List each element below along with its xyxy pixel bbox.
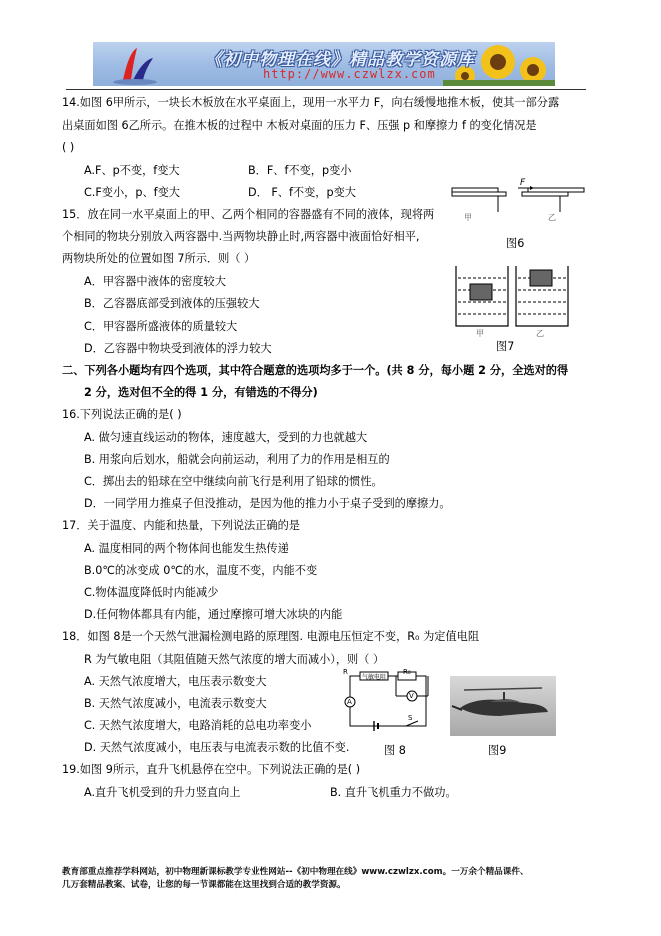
- fig6-force-label: F: [520, 178, 526, 188]
- text-line: A．甲容器中液体的密度较大: [84, 275, 226, 288]
- fig7-caption: 图7: [496, 340, 515, 353]
- text-line: A.F、p不变，f变大: [84, 164, 180, 177]
- fig7-label-yi: 乙: [536, 329, 544, 338]
- text-line: C．掷出去的铅球在空中继续向前飞行是利用了铅球的惯性。: [84, 475, 383, 488]
- footer-line-2: 几万套精品教案、试卷，让您的每一节课都能在这里找到合适的教学资源。: [62, 880, 346, 890]
- text-line: B.0℃的冰变成 0℃的水，温度不变，内能不变: [84, 564, 318, 577]
- fig8-ammeter-label: A: [347, 698, 352, 706]
- text-line: D． F、f不变，p变大: [248, 186, 356, 199]
- text-line: A.直升飞机受到的升力竖直向上: [84, 786, 241, 799]
- text-line: ( ): [62, 141, 75, 154]
- fig8-switch-label: S: [408, 714, 413, 722]
- fig8-r-label: R: [343, 668, 348, 676]
- fig8-r0-label: R₀: [403, 668, 411, 676]
- text-line: 出桌面如图 6乙所示。在推木板的过程中 木板对桌面的压力 F、压强 p 和摩擦力 f 的变化情况是: [62, 119, 537, 132]
- footer-line-1: 教育部重点推荐学科网站，初中物理新课标教学专业性网站--《初中物理在线》www.czwlzx.com。一万余个精品课件、: [62, 867, 529, 877]
- text-line: D．乙容器中物块受到液体的浮力较大: [84, 342, 272, 355]
- fig8-voltmeter-label: V: [409, 692, 414, 700]
- fig6-label-jia: 甲: [464, 213, 472, 222]
- text-line: A. 温度相同的两个物体间也能发生热传递: [84, 542, 289, 555]
- text-line: 二、下列各小题均有四个选项，其中符合题意的选项均多于一个。(共 8 分，每小题 2 分，全选对的得: [62, 364, 569, 377]
- text-line: R 为气敏电阻（其阻值随天然气浓度的增大而减小），则（ ）: [84, 653, 385, 666]
- text-line: 18．如图 8是一个天然气泄漏检测电路的原理图. 电源电压恒定不变，R₀ 为定值电阻: [62, 630, 480, 643]
- text-line: 两物块所处的位置如图 7所示．则（ ）: [62, 252, 256, 265]
- text-line: C.F变小，p、f变大: [84, 186, 180, 199]
- header-url: http://www.czwlzx.com: [263, 67, 436, 81]
- header-title: 《初中物理在线》精品教学资源库: [205, 50, 475, 70]
- text-line: 16.下列说法正确的是( ): [62, 408, 182, 421]
- text-line: D．一同学用力推桌子但没推动，是因为他的推力小于桌子受到的摩擦力。: [84, 497, 451, 510]
- fig8-caption: 图 8: [384, 744, 406, 757]
- text-line: 14.如图 6甲所示，一块长木板放在水平桌面上，现用一水平力 F，向右缓慢地推木板，使其一部分露: [62, 96, 560, 109]
- fig6-jia: [452, 188, 506, 212]
- fig7-label-jia: 甲: [476, 329, 484, 338]
- fig8-sensor-label: 气敏电阻: [362, 674, 387, 681]
- text-line: B．F、f不变，p变小: [248, 164, 352, 177]
- text-line: C.物体温度降低时内能减少: [84, 586, 219, 599]
- fig7-container-jia: [456, 266, 508, 326]
- figure-8: [338, 666, 438, 736]
- text-line: 19.如图 9所示，直升飞机悬停在空中。下列说法正确的是( ): [62, 763, 361, 776]
- fig9-caption: 图9: [488, 744, 507, 757]
- figure-7: [452, 264, 572, 330]
- text-line: B．乙容器底部受到液体的压强较大: [84, 297, 260, 310]
- text-line: D. 天然气浓度减小，电压表与电流表示数的比值不变.: [84, 741, 350, 754]
- fig7-container-yi: [516, 266, 568, 326]
- text-line: A. 做匀速直线运动的物体，速度越大，受到的力也就越大: [84, 431, 368, 444]
- fig6-caption: 图6: [506, 237, 525, 250]
- text-line: B. 直升飞机重力不做功。: [330, 786, 457, 799]
- text-line: 2 分，选对但不全的得 1 分，有错选的不得分): [84, 386, 318, 399]
- text-line: B. 用浆向后划水，船就会向前运动，利用了力的作用是相互的: [84, 453, 390, 466]
- figure-9-photo: [450, 676, 556, 736]
- text-line: D.任何物体都具有内能，通过摩擦可增大冰块的内能: [84, 608, 343, 621]
- text-line: 17．关于温度、内能和热量，下列说法正确的是: [62, 519, 300, 532]
- header-divider: [66, 89, 586, 90]
- text-line: B. 天然气浓度减小，电流表示数变大: [84, 697, 267, 710]
- text-line: C．甲容器所盛液体的质量较大: [84, 320, 238, 333]
- text-line: 15．放在同一水平桌面上的甲、乙两个相同的容器盛有不同的液体，现将两: [62, 208, 435, 221]
- text-line: A. 天然气浓度增大，电压表示数变大: [84, 675, 267, 688]
- site-logo-icon: [113, 48, 157, 85]
- fig6-yi: [518, 186, 584, 212]
- fig6-label-yi: 乙: [548, 213, 556, 222]
- text-line: C. 天然气浓度增大，电路消耗的总电功率变小: [84, 719, 312, 732]
- text-line: 个相同的物块分别放入两容器中.当两物块静止时,两容器中液面恰好相平,: [62, 230, 420, 243]
- header-banner: [93, 42, 555, 86]
